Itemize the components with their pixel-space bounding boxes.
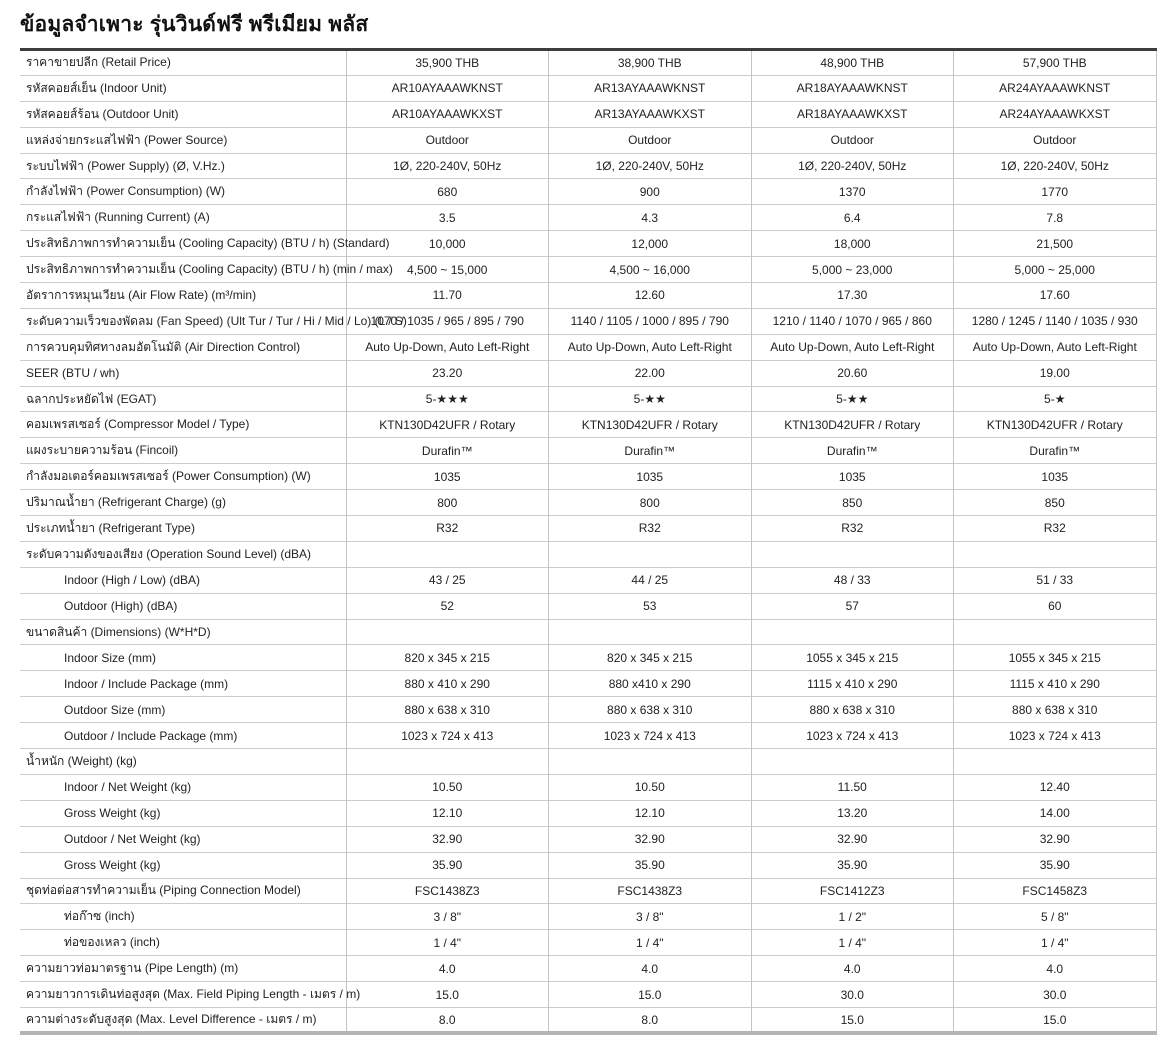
spec-value-model-3: R32 [751, 516, 954, 542]
table-row [20, 619, 1156, 645]
spec-value-model-4: 5 / 8" [954, 904, 1157, 930]
spec-value-model-1: 4,500 ~ 15,000 [346, 257, 549, 283]
spec-value-model-3: 57 [751, 593, 954, 619]
spec-value-model-3: 1115 x 410 x 290 [751, 671, 954, 697]
table-row [20, 567, 1156, 593]
spec-label: รหัสคอยส์เย็น (Indoor Unit) [20, 75, 346, 101]
spec-value-model-1: Auto Up-Down, Auto Left-Right [346, 334, 549, 360]
spec-value-model-4 [954, 619, 1157, 645]
spec-value-model-2: 1Ø, 220-240V, 50Hz [549, 153, 752, 179]
table-row [20, 257, 1156, 283]
spec-value-model-2 [549, 749, 752, 775]
spec-value-model-2: 1035 [549, 464, 752, 490]
spec-value-model-1: 1035 [346, 464, 549, 490]
spec-value-model-4: 14.00 [954, 800, 1157, 826]
spec-value-model-4: KTN130D42UFR / Rotary [954, 412, 1157, 438]
spec-value-model-2: Auto Up-Down, Auto Left-Right [549, 334, 752, 360]
spec-value-model-1: KTN130D42UFR / Rotary [346, 412, 549, 438]
spec-value-model-4: 850 [954, 490, 1157, 516]
table-row [20, 697, 1156, 723]
spec-value-model-1: Durafin™ [346, 438, 549, 464]
spec-value-model-2: 880 x 638 x 310 [549, 697, 752, 723]
spec-label: แหล่งจ่ายกระแสไฟฟ้า (Power Source) [20, 127, 346, 153]
spec-value-model-1: 52 [346, 593, 549, 619]
spec-value-model-1: 35.90 [346, 852, 549, 878]
spec-value-model-2: Durafin™ [549, 438, 752, 464]
spec-value-model-3: 48,900 THB [751, 50, 954, 76]
table-row [20, 179, 1156, 205]
spec-value-model-3: 1Ø, 220-240V, 50Hz [751, 153, 954, 179]
spec-value-model-4: Durafin™ [954, 438, 1157, 464]
spec-table [20, 48, 1157, 1035]
spec-value-model-3: AR18AYAAAWKNST [751, 75, 954, 101]
spec-value-model-3: AR18AYAAAWKXST [751, 101, 954, 127]
spec-value-model-3 [751, 619, 954, 645]
table-row [20, 541, 1156, 567]
spec-value-model-3: 13.20 [751, 800, 954, 826]
table-row [20, 930, 1156, 956]
spec-value-model-1: 680 [346, 179, 549, 205]
spec-value-model-2: 1 / 4" [549, 930, 752, 956]
table-row [20, 982, 1156, 1008]
table-row [20, 749, 1156, 775]
table-row [20, 1007, 1156, 1033]
spec-value-model-2: 4,500 ~ 16,000 [549, 257, 752, 283]
page-title: ข้อมูลจำเพาะ รุ่นวินด์ฟรี พรีเมียม พลัส [20, 13, 369, 36]
table-row [20, 490, 1156, 516]
spec-value-model-1: 820 x 345 x 215 [346, 645, 549, 671]
spec-value-model-2: 900 [549, 179, 752, 205]
spec-value-model-3: 17.30 [751, 283, 954, 309]
table-row [20, 283, 1156, 309]
spec-label: ความยาวท่อมาตรฐาน (Pipe Length) (m) [20, 956, 346, 982]
spec-value-model-1: AR10AYAAAWKNST [346, 75, 549, 101]
spec-value-model-3: KTN130D42UFR / Rotary [751, 412, 954, 438]
spec-label: ฉลากประหยัดไฟ (EGAT) [20, 386, 346, 412]
spec-value-model-4: 1115 x 410 x 290 [954, 671, 1157, 697]
spec-value-model-2: 22.00 [549, 360, 752, 386]
spec-value-model-2: 38,900 THB [549, 50, 752, 76]
spec-value-model-2: 4.0 [549, 956, 752, 982]
spec-value-model-2: 10.50 [549, 774, 752, 800]
spec-label: ระดับความเร็วของพัดลม (Fan Speed) (Ult Tur / Tur / Hi / Mid / Lo) (L / S) [20, 308, 346, 334]
table-row [20, 878, 1156, 904]
spec-value-model-3: 850 [751, 490, 954, 516]
spec-value-model-1: 35,900 THB [346, 50, 549, 76]
spec-value-model-1: AR10AYAAAWKXST [346, 101, 549, 127]
spec-label: SEER (BTU / wh) [20, 360, 346, 386]
spec-value-model-4: 4.0 [954, 956, 1157, 982]
spec-value-model-1: 5-★★★ [346, 386, 549, 412]
spec-value-model-1: 23.20 [346, 360, 549, 386]
spec-value-model-4: 1770 [954, 179, 1157, 205]
table-row [20, 101, 1156, 127]
spec-label: รหัสคอยส์ร้อน (Outdoor Unit) [20, 101, 346, 127]
spec-value-model-1: 880 x 410 x 290 [346, 671, 549, 697]
spec-label: ขนาดสินค้า (Dimensions) (W*H*D) [20, 619, 346, 645]
spec-value-model-1: FSC1438Z3 [346, 878, 549, 904]
spec-value-model-4: 51 / 33 [954, 567, 1157, 593]
spec-value-model-3: 880 x 638 x 310 [751, 697, 954, 723]
spec-label: กำลังไฟฟ้า (Power Consumption) (W) [20, 179, 346, 205]
spec-value-model-4: 57,900 THB [954, 50, 1157, 76]
spec-value-model-2: 12.60 [549, 283, 752, 309]
table-row [20, 826, 1156, 852]
spec-value-model-4: 1035 [954, 464, 1157, 490]
spec-value-model-2: 5-★★ [549, 386, 752, 412]
spec-label: ราคาขายปลีก (Retail Price) [26, 55, 171, 70]
spec-value-model-3: 1370 [751, 179, 954, 205]
spec-value-model-3: 1055 x 345 x 215 [751, 645, 954, 671]
spec-value-model-1: 880 x 638 x 310 [346, 697, 549, 723]
spec-value-model-3: 11.50 [751, 774, 954, 800]
spec-value-model-3: 1 / 4" [751, 930, 954, 956]
spec-value-model-2: 800 [549, 490, 752, 516]
spec-value-model-3: 1023 x 724 x 413 [751, 723, 954, 749]
spec-value-model-2 [549, 619, 752, 645]
spec-value-model-1: 3 / 8" [346, 904, 549, 930]
spec-value-model-2: FSC1438Z3 [549, 878, 752, 904]
spec-label: Indoor / Net Weight (kg) [20, 774, 346, 800]
spec-value-model-3: 1210 / 1140 / 1070 / 965 / 860 [751, 308, 954, 334]
spec-label: Indoor Size (mm) [20, 645, 346, 671]
spec-value-model-4: 5-★ [954, 386, 1157, 412]
spec-label: ประสิทธิภาพการทำความเย็น (Cooling Capacity) (BTU / h) (min / max) [20, 257, 346, 283]
spec-value-model-1: 800 [346, 490, 549, 516]
spec-value-model-2: 15.0 [549, 982, 752, 1008]
spec-value-model-1: 10.50 [346, 774, 549, 800]
table-row [20, 956, 1156, 982]
spec-table-body [20, 50, 1156, 1034]
spec-value-model-4: FSC1458Z3 [954, 878, 1157, 904]
table-row [20, 593, 1156, 619]
spec-value-model-2: 1023 x 724 x 413 [549, 723, 752, 749]
spec-value-model-2: 35.90 [549, 852, 752, 878]
spec-value-model-4: 19.00 [954, 360, 1157, 386]
spec-label: ความยาวการเดินท่อสูงสุด (Max. Field Piping Length - เมตร / m) [20, 982, 346, 1008]
spec-value-model-2: 1140 / 1105 / 1000 / 895 / 790 [549, 308, 752, 334]
spec-value-model-2: KTN130D42UFR / Rotary [549, 412, 752, 438]
spec-value-model-1: 4.0 [346, 956, 549, 982]
table-row [20, 412, 1156, 438]
table-row [20, 153, 1156, 179]
spec-value-model-4: 32.90 [954, 826, 1157, 852]
spec-value-model-2: AR13AYAAAWKXST [549, 101, 752, 127]
spec-value-model-3: Auto Up-Down, Auto Left-Right [751, 334, 954, 360]
spec-value-model-4 [954, 541, 1157, 567]
table-row [20, 723, 1156, 749]
spec-label: Outdoor Size (mm) [20, 697, 346, 723]
spec-label: ปริมาณน้ำยา (Refrigerant Charge) (g) [20, 490, 346, 516]
table-row [20, 308, 1156, 334]
table-row [20, 516, 1156, 542]
spec-value-model-2: 44 / 25 [549, 567, 752, 593]
spec-label: ชุดท่อต่อสารทำความเย็น (Piping Connection Model) [20, 878, 346, 904]
spec-value-model-4: 15.0 [954, 1007, 1157, 1033]
spec-value-model-1: 12.10 [346, 800, 549, 826]
spec-value-model-4: 17.60 [954, 283, 1157, 309]
spec-value-model-3 [751, 541, 954, 567]
table-row [20, 334, 1156, 360]
spec-value-model-4: 1023 x 724 x 413 [954, 723, 1157, 749]
spec-value-model-2: 8.0 [549, 1007, 752, 1033]
spec-value-model-4: 1Ø, 220-240V, 50Hz [954, 153, 1157, 179]
spec-value-model-2: 880 x410 x 290 [549, 671, 752, 697]
table-row [20, 438, 1156, 464]
table-row [20, 127, 1156, 153]
spec-label: คอมเพรสเซอร์ (Compressor Model / Type) [20, 412, 346, 438]
spec-value-model-2 [549, 541, 752, 567]
spec-value-model-4: 12.40 [954, 774, 1157, 800]
spec-label: ท่อของเหลว (inch) [20, 930, 346, 956]
spec-value-model-2: AR13AYAAAWKNST [549, 75, 752, 101]
spec-value-model-1: 8.0 [346, 1007, 549, 1033]
spec-label: ท่อก๊าซ (inch) [20, 904, 346, 930]
spec-label: กระแสไฟฟ้า (Running Current) (A) [20, 205, 346, 231]
spec-value-model-2: 12,000 [549, 231, 752, 257]
spec-value-model-1 [346, 619, 549, 645]
spec-value-model-1: 43 / 25 [346, 567, 549, 593]
spec-value-model-3: 20.60 [751, 360, 954, 386]
spec-value-model-3: 5,000 ~ 23,000 [751, 257, 954, 283]
spec-label: ระบบไฟฟ้า (Power Supply) (Ø, V.Hz.) [20, 153, 346, 179]
spec-value-model-3: 6.4 [751, 205, 954, 231]
spec-value-model-1 [346, 541, 549, 567]
table-row [20, 774, 1156, 800]
table-row [20, 904, 1156, 930]
spec-value-model-3: 1035 [751, 464, 954, 490]
table-row [20, 231, 1156, 257]
spec-value-model-4: 60 [954, 593, 1157, 619]
spec-label: น้ำหนัก (Weight) (kg) [20, 749, 346, 775]
table-row [20, 800, 1156, 826]
spec-label: อัตราการหมุนเวียน (Air Flow Rate) (m³/min) [20, 283, 346, 309]
spec-value-model-4: AR24AYAAAWKXST [954, 101, 1157, 127]
spec-value-model-3: FSC1412Z3 [751, 878, 954, 904]
table-row [20, 205, 1156, 231]
spec-value-model-3: 32.90 [751, 826, 954, 852]
spec-label: Outdoor / Include Package (mm) [20, 723, 346, 749]
spec-label: Indoor (High / Low) (dBA) [20, 567, 346, 593]
spec-label: Indoor / Include Package (mm) [20, 671, 346, 697]
spec-value-model-3: Durafin™ [751, 438, 954, 464]
spec-value-model-4: 30.0 [954, 982, 1157, 1008]
spec-label: ระดับความดังของเสียง (Operation Sound Level) (dBA) [20, 541, 346, 567]
spec-label: ความต่างระดับสูงสุด (Max. Level Difference - เมตร / m) [20, 1007, 346, 1033]
spec-value-model-4: AR24AYAAAWKNST [954, 75, 1157, 101]
spec-value-model-3: 1 / 2" [751, 904, 954, 930]
spec-value-model-4: 1055 x 345 x 215 [954, 645, 1157, 671]
spec-value-model-3: 48 / 33 [751, 567, 954, 593]
spec-value-model-3: Outdoor [751, 127, 954, 153]
spec-value-model-4 [954, 749, 1157, 775]
spec-label: กำลังมอเตอร์คอมเพรสเซอร์ (Power Consumption) (W) [20, 464, 346, 490]
spec-label: Outdoor / Net Weight (kg) [20, 826, 346, 852]
spec-value-model-2: 32.90 [549, 826, 752, 852]
spec-label: Gross Weight (kg) [20, 852, 346, 878]
spec-value-model-4: Outdoor [954, 127, 1157, 153]
spec-value-model-1 [346, 749, 549, 775]
spec-value-model-1: 1023 x 724 x 413 [346, 723, 549, 749]
spec-value-model-1: 32.90 [346, 826, 549, 852]
table-row [20, 386, 1156, 412]
spec-value-model-3: 18,000 [751, 231, 954, 257]
spec-value-model-2: 4.3 [549, 205, 752, 231]
spec-value-model-3: 35.90 [751, 852, 954, 878]
spec-value-model-2: 820 x 345 x 215 [549, 645, 752, 671]
spec-label: Gross Weight (kg) [20, 800, 346, 826]
table-row [20, 671, 1156, 697]
table-row [20, 50, 1156, 76]
spec-value-model-1: 15.0 [346, 982, 549, 1008]
spec-value-model-4: 5,000 ~ 25,000 [954, 257, 1157, 283]
spec-value-model-2: 3 / 8" [549, 904, 752, 930]
spec-value-model-4: 7.8 [954, 205, 1157, 231]
spec-value-model-3: 5-★★ [751, 386, 954, 412]
spec-value-model-1: 1 / 4" [346, 930, 549, 956]
spec-value-model-4: 1280 / 1245 / 1140 / 1035 / 930 [954, 308, 1157, 334]
spec-value-model-1: 1070 / 1035 / 965 / 895 / 790 [346, 308, 549, 334]
spec-value-model-1: Outdoor [346, 127, 549, 153]
spec-value-model-1: 11.70 [346, 283, 549, 309]
spec-value-model-1: 1Ø, 220-240V, 50Hz [346, 153, 549, 179]
spec-label: ประสิทธิภาพการทำความเย็น (Cooling Capacity) (BTU / h) (Standard) [20, 231, 346, 257]
spec-value-model-4: 1 / 4" [954, 930, 1157, 956]
table-row [20, 852, 1156, 878]
spec-value-model-4: 35.90 [954, 852, 1157, 878]
spec-value-model-3: 15.0 [751, 1007, 954, 1033]
spec-value-model-4: 21,500 [954, 231, 1157, 257]
spec-value-model-3 [751, 749, 954, 775]
spec-value-model-2: 12.10 [549, 800, 752, 826]
spec-label: Outdoor (High) (dBA) [20, 593, 346, 619]
table-row [20, 645, 1156, 671]
spec-label: การควบคุมทิศทางลมอัตโนมัติ (Air Direction Control) [20, 334, 346, 360]
table-row [20, 360, 1156, 386]
spec-value-model-1: 10,000 [346, 231, 549, 257]
spec-value-model-2: R32 [549, 516, 752, 542]
table-row [20, 75, 1156, 101]
spec-value-model-2: 53 [549, 593, 752, 619]
spec-value-model-3: 30.0 [751, 982, 954, 1008]
spec-value-model-4: 880 x 638 x 310 [954, 697, 1157, 723]
spec-value-model-4: Auto Up-Down, Auto Left-Right [954, 334, 1157, 360]
spec-value-model-4: R32 [954, 516, 1157, 542]
spec-value-model-1: R32 [346, 516, 549, 542]
spec-value-model-1: 3.5 [346, 205, 549, 231]
spec-value-model-2: Outdoor [549, 127, 752, 153]
table-row [20, 464, 1156, 490]
spec-value-model-3: 4.0 [751, 956, 954, 982]
spec-label: แผงระบายความร้อน (Fincoil) [20, 438, 346, 464]
spec-label: ประเภทน้ำยา (Refrigerant Type) [20, 516, 346, 542]
